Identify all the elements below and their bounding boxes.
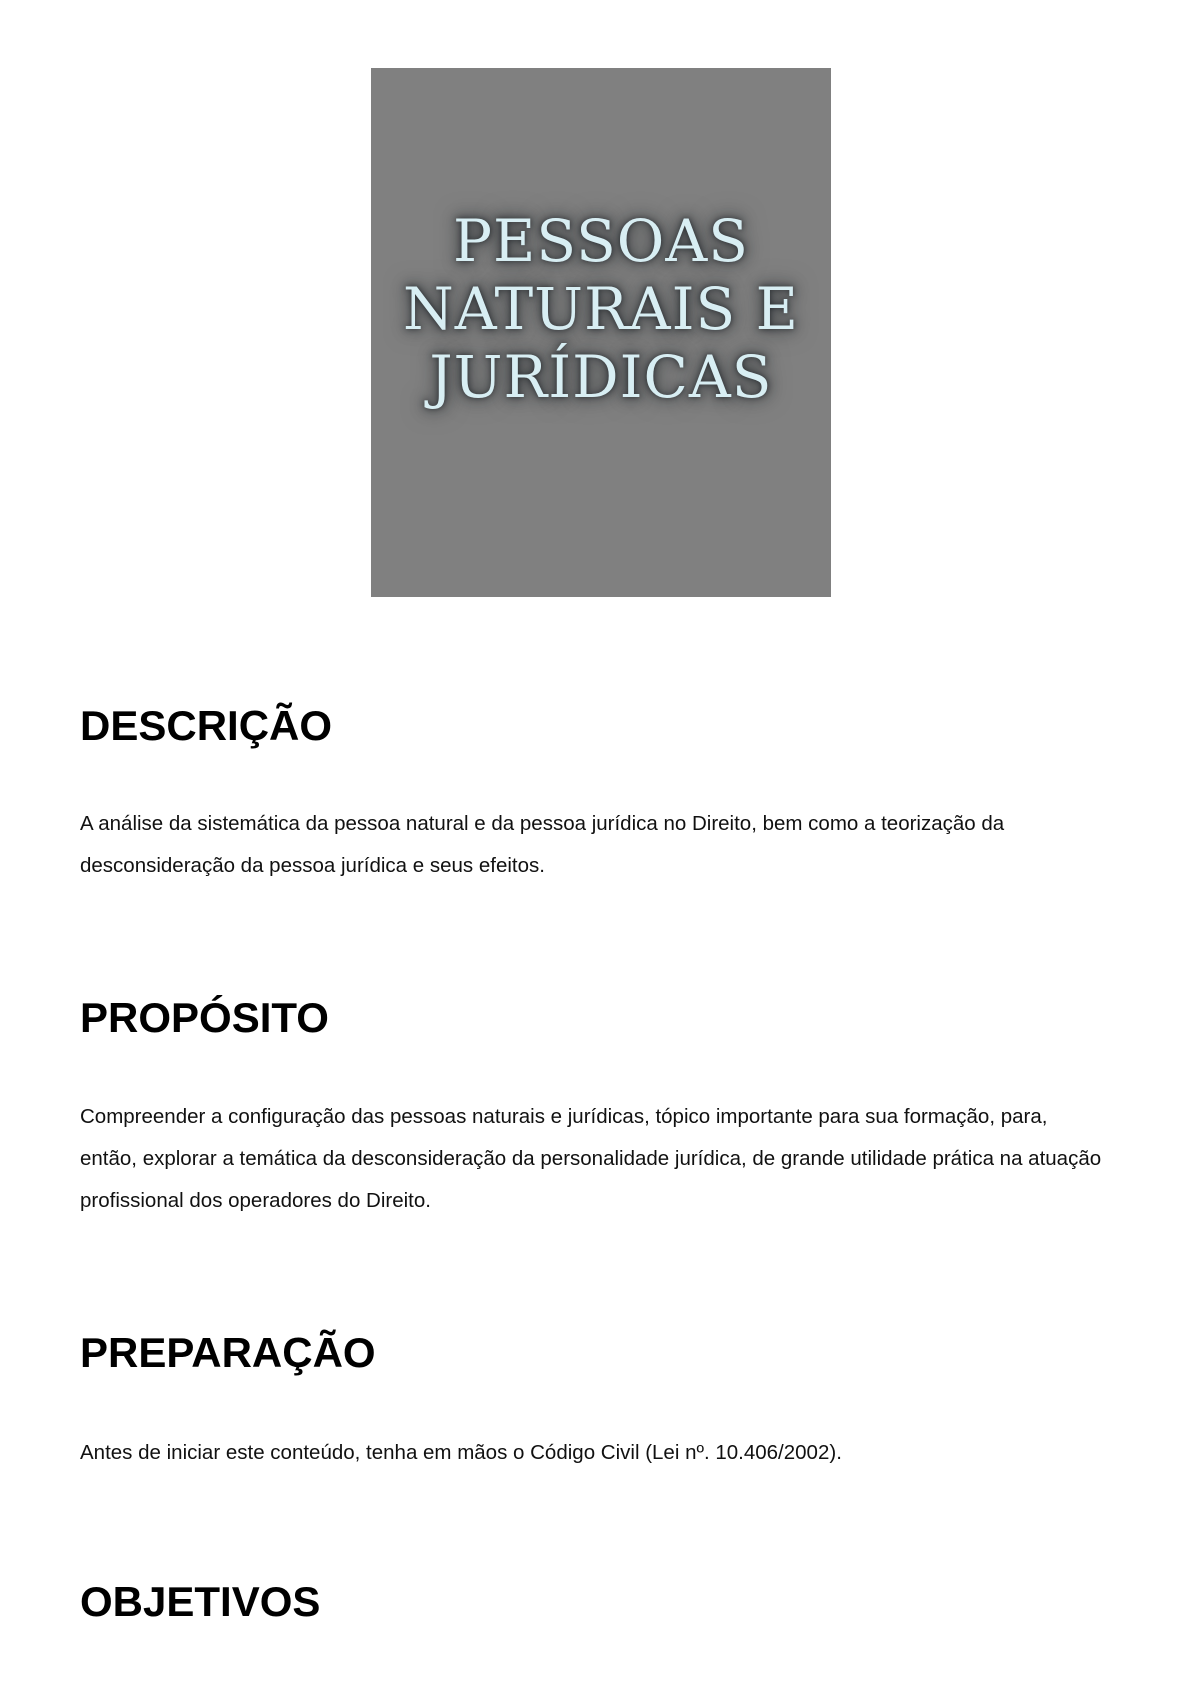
- cover-title-line: NATURAIS E: [402, 274, 799, 343]
- heading-objetivos: OBJETIVOS: [80, 1578, 321, 1625]
- heading-preparacao: PREPARAÇÃO: [80, 1329, 376, 1376]
- cover-title: [403, 207, 799, 411]
- cover-title-line: PESSOAS: [453, 206, 749, 275]
- text-proposito: Compreender a configuração das pessoas naturais e jurídicas, tópico importante para sua formação, para, então, explorar a temática da desconsideração da personalidade jurídica, de grande utilidade prática na atuação profissional dos operadores do Direito.: [80, 1105, 1102, 1212]
- heading-proposito: PROPÓSITO: [80, 994, 329, 1041]
- heading-descricao: DESCRIÇÃO: [80, 702, 333, 749]
- cover-image: [371, 68, 831, 597]
- text-preparacao: Antes de iniciar este conteúdo, tenha em mãos o Código Civil (Lei nº. 10.406/2002).: [80, 1441, 842, 1464]
- text-descricao: A análise da sistemática da pessoa natural e da pessoa jurídica no Direito, bem como a teorização da desconsideração da pessoa jurídica e seus efeitos.: [80, 812, 1005, 877]
- cover-title-line: JURÍDICAS: [429, 342, 773, 411]
